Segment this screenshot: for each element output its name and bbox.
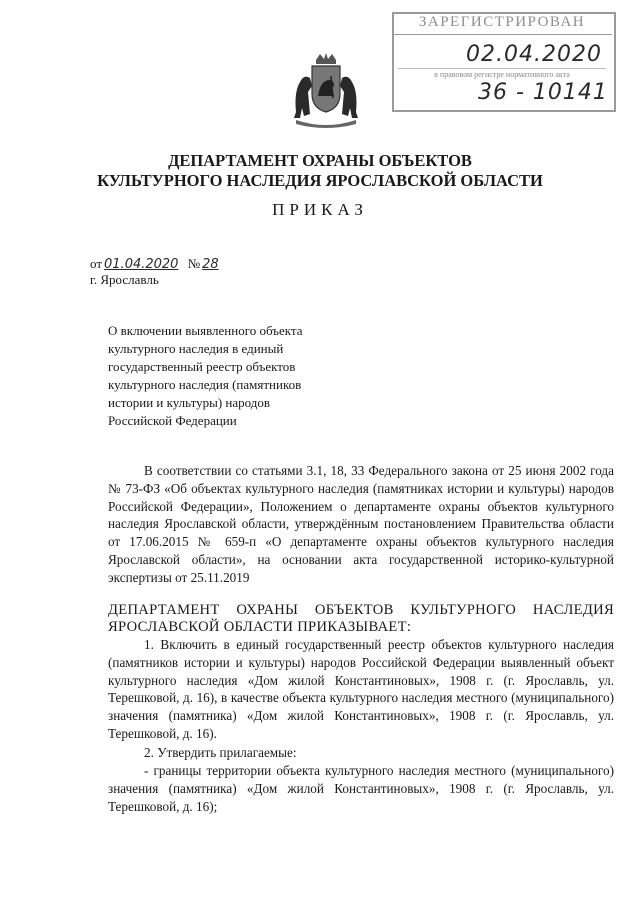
order-date: 01.04.2020 <box>104 257 179 272</box>
subject-line: культурного наследия в единый <box>108 341 284 356</box>
coat-of-arms-icon <box>290 52 362 132</box>
subject-line: истории и культуры) народов <box>108 395 271 410</box>
item-2: 2. Утвердить прилагаемые: <box>144 745 297 760</box>
stamp-heading: ЗАРЕГИСТРИРОВАН <box>418 14 586 30</box>
stamp-line <box>398 68 606 69</box>
subject-line: Российской Федерации <box>108 413 237 428</box>
stamp-divider <box>392 34 612 35</box>
subject-line: О включении выявленного объекта <box>108 323 303 338</box>
order-date-line <box>90 256 219 272</box>
registration-stamp <box>392 12 614 112</box>
stamp-caption: в правовом регистре нормативного акта <box>434 70 570 79</box>
department-name-line2: КУЛЬТУРНОГО НАСЛЕДИЯ ЯРОСЛАВСКОЙ ОБЛАСТИ <box>97 171 543 190</box>
order-number: 28 <box>202 257 219 272</box>
subject-line: культурного наследия (памятников <box>108 377 302 392</box>
order-subject <box>108 322 388 430</box>
item-1: 1. Включить в единый государственный реестр объектов культурного наследия (памятников истории и культуры) народов Российской Федерации выявленный объект культурного наследия «Дом жилой Константиновых», 1908 г. (г. Ярославль, ул. Терешковой, д. 16), в качестве объекта культурного наследия местного (муниципального) значения (памятника) «Дом жилой Константиновых», 1908 г. (г. Ярославль, ул. Терешковой, д. 16). <box>108 637 614 741</box>
preamble-paragraph: В соответствии со статьями 3.1, 18, 33 Федерального закона от 25 июня 2002 года № 73-ФЗ «Об объектах культурного наследия (памятниках истории и культуры) народов Российской Федерации», Положением о департаменте охраны объектов культурного наследия Ярославской области, утверждённым постановлением Правительства области от 17.06.2015 № 659-п «О департаменте охраны объектов культурного наследия Ярославской области», на основании акта государственной историко-культурной экспертизы от 25.11.2019 <box>108 463 614 585</box>
document-title: ПРИКАЗ <box>272 200 368 219</box>
subject-line: государственный реестр объектов <box>108 359 296 374</box>
stamp-number: 36 - 10141 <box>478 80 608 105</box>
stamp-date: 02.04.2020 <box>466 42 602 67</box>
item-2-sub: - границы территории объекта культурного наследия местного (муниципального) значения (памятника) «Дом жилой Константиновых», 1908 г. (г. Ярославль, ул. Терешковой, д. 16); <box>108 763 614 814</box>
from-label: от <box>90 256 103 271</box>
city: г. Ярославль <box>90 272 159 287</box>
number-label: № <box>187 256 201 271</box>
decree-heading: ДЕПАРТАМЕНТ ОХРАНЫ ОБЪЕКТОВ КУЛЬТУРНОГО НАСЛЕДИЯ ЯРОСЛАВСКОЙ ОБЛАСТИ ПРИКАЗЫВАЕТ: <box>108 602 614 635</box>
department-name-line1: ДЕПАРТАМЕНТ ОХРАНЫ ОБЪЕКТОВ <box>168 151 472 170</box>
